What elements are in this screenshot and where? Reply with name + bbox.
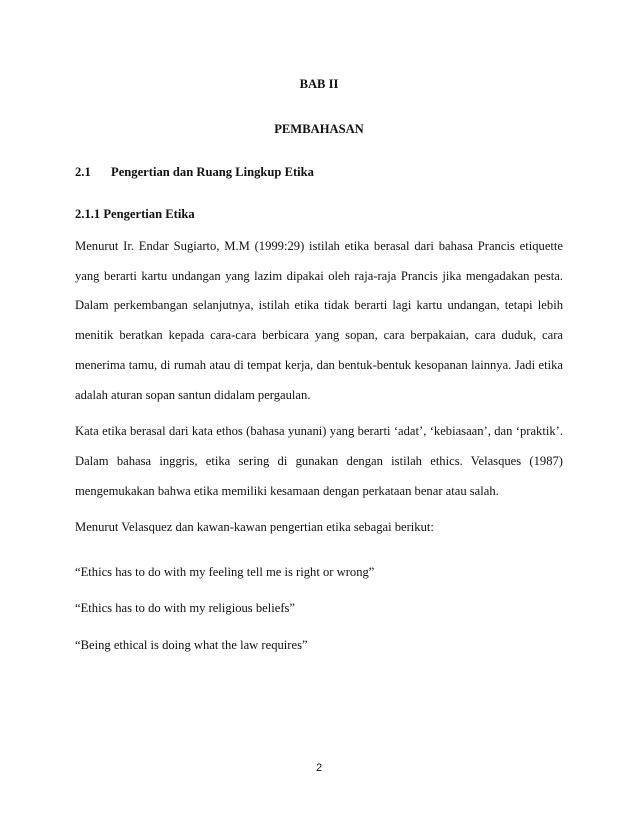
paragraph-line: yang berarti kartu undangan yang lazim dipakai oleh raja-raja Prancis jika mengadakan pesta. xyxy=(75,269,563,283)
intro-line: Menurut Velasquez dan kawan-kawan pengertian etika sebagai berikut: xyxy=(75,520,434,534)
subsection-number: 2.1.1 xyxy=(75,207,101,221)
section-title: Pengertian dan Ruang Lingkup Etika xyxy=(111,165,314,179)
paragraph-line: adalah aturan sopan santun didalam pergaulan. xyxy=(75,388,311,402)
subsection-title: Pengertian Etika xyxy=(103,207,195,221)
subsection-heading xyxy=(75,207,195,222)
paragraph-line: menitik beratkan kepada cara-cara berbicara yang sopan, cara berpakaian, cara duduk, cara xyxy=(75,328,563,342)
paragraph-line: menerima tamu, di rumah atau di tempat kerja, dan bentuk-bentuk kesopanan lainnya. Jadi etika xyxy=(75,358,563,372)
chapter-title: PEMBAHASAN xyxy=(274,122,364,136)
paragraph-line: mengemukakan bahwa etika memiliki kesamaan dengan perkataan benar atau salah. xyxy=(75,484,499,498)
paragraph-line: Dalam bahasa inggris, etika sering di gunakan dengan istilah ethics. Velasques (1987) xyxy=(75,454,563,468)
quote-line: “Ethics has to do with my feeling tell me is right or wrong” xyxy=(75,565,375,579)
section-number: 2.1 xyxy=(75,165,91,179)
page-number: 2 xyxy=(315,762,323,774)
chapter-heading: BAB II xyxy=(299,77,339,91)
quote-line: “Being ethical is doing what the law requires” xyxy=(75,638,308,652)
paragraph-line: Kata etika berasal dari kata ethos (bahasa yunani) yang berarti ‘adat’, ‘kebiasaan’, dan ‘praktik’. xyxy=(75,424,563,438)
paragraph-line: Menurut Ir. Endar Sugiarto, M.M (1999:29) istilah etika berasal dari bahasa Prancis etiquette xyxy=(75,239,563,253)
quote-line: “Ethics has to do with my religious beliefs” xyxy=(75,601,295,615)
paragraph-line: Dalam perkembangan selanjutnya, istilah etika tidak berarti lagi kartu undangan, tetapi lebih xyxy=(75,298,563,312)
